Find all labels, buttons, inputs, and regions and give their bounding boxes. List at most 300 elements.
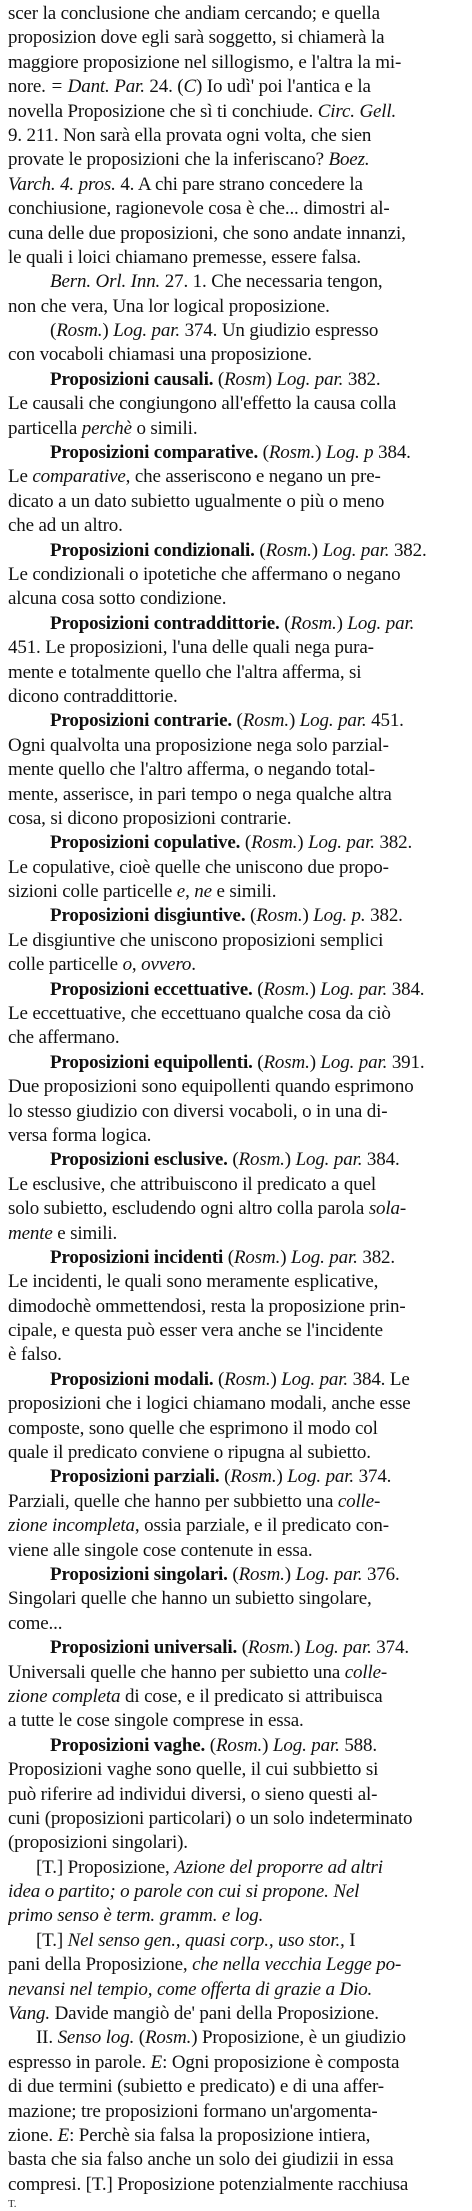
text-line	[8, 783, 462, 807]
text-line	[8, 490, 462, 514]
page-footer-mark: T.	[8, 2198, 17, 2211]
italic-text: mente	[8, 1222, 53, 1244]
text-segment: cuna delle due proposizioni, che sono andate innanzi,	[8, 222, 406, 244]
text-line	[8, 124, 462, 148]
text-segment: espresso in parole.	[8, 2051, 151, 2073]
text-segment: (	[213, 1368, 225, 1390]
text-line	[8, 1343, 462, 1367]
text-line	[8, 2100, 462, 2124]
text-segment: che affermano.	[8, 1027, 120, 1049]
text-segment: )	[270, 1368, 282, 1390]
text-segment: (	[205, 1734, 216, 1756]
text-line	[8, 1490, 462, 1514]
italic-text: Rosm.	[290, 612, 337, 634]
text-segment: : Perchè sia falsa la proposizione intiera,	[69, 2124, 371, 2146]
text-segment: cosa, si dicono proposizioni contrarie.	[8, 807, 292, 829]
text-line	[8, 295, 462, 319]
text-segment: )	[288, 710, 300, 732]
text-segment: 382.	[357, 1246, 396, 1268]
text-line	[8, 978, 462, 1002]
text-segment: (	[50, 320, 57, 342]
text-segment: )	[284, 1564, 296, 1585]
italic-text: Azione del proporre ad altri	[174, 1856, 383, 1878]
text-line	[8, 1880, 462, 1904]
text-segment: (	[231, 710, 243, 732]
text-line	[8, 856, 462, 880]
text-segment: nore.	[8, 76, 51, 98]
italic-text: Rosm.	[215, 1734, 263, 1756]
italic-text: Rosm	[224, 368, 266, 390]
entry-headword: Proposizioni parziali.	[50, 1466, 220, 1488]
text-segment: 382.	[374, 832, 413, 854]
text-segment: proposizion dove egli sarà soggetto, si chiamerà la	[8, 27, 385, 49]
italic-text: e	[176, 881, 186, 903]
entry-headword: Proposizioni contraddittorie.	[50, 612, 280, 634]
text-segment: a tutte le cose singole comprese in essa.	[8, 1710, 304, 1732]
italic-text: C	[183, 76, 197, 98]
text-line	[8, 173, 462, 197]
italic-text: nevansi nel tempio, come offerta di grazie a Dio.	[8, 1978, 373, 2000]
text-line	[8, 319, 462, 343]
text-segment: : Ogni proposizione è composta	[162, 2051, 400, 2073]
entry-headword: Proposizioni equipollenti.	[50, 1051, 253, 1073]
text-segment: II.	[36, 2027, 58, 2049]
text-segment: 382.	[365, 905, 403, 927]
text-line	[8, 1148, 462, 1172]
text-line	[8, 685, 462, 709]
text-segment: 374.	[354, 1466, 392, 1488]
text-line	[8, 709, 462, 733]
text-segment: basta che sia falso anche un solo dei giudizii in essa	[8, 2149, 394, 2171]
text-segment: )	[309, 1051, 321, 1073]
italic-text: Rosm.	[263, 978, 310, 1000]
text-segment: composte, sono quelle che esprimono il modo col	[8, 1417, 378, 1439]
italic-text: Log. par.	[304, 1637, 372, 1659]
text-segment: )	[265, 368, 277, 390]
text-line	[8, 75, 462, 99]
text-segment: viene alle singole cose contenute in essa.	[8, 1539, 313, 1561]
text-segment: Le	[8, 466, 33, 488]
entry-headword: Proposizioni causali.	[50, 368, 214, 390]
italic-text: sola-	[368, 1198, 407, 1220]
entry-headword: Proposizioni contrarie.	[50, 710, 232, 732]
text-segment: mente, asserisce, in pari tempo o nega qualche altra	[8, 783, 392, 805]
italic-text: Rosm.	[144, 2027, 192, 2049]
text-line	[8, 1709, 462, 1733]
text-line	[8, 441, 462, 465]
text-segment: 451. Le proposizioni, l'una delle quali nega pura-	[8, 637, 374, 659]
italic-text: che nella vecchia Legge po-	[192, 1954, 402, 1976]
text-segment: di cose, e il predicato si attribuisca	[120, 1685, 383, 1707]
italic-text: colle-	[344, 1661, 388, 1683]
text-segment: 451.	[366, 710, 404, 732]
text-segment: mente e totalmente quello che l'altra afferma, si	[8, 661, 362, 683]
text-line	[8, 1661, 462, 1685]
text-line	[8, 1295, 462, 1319]
text-segment: (	[279, 612, 291, 634]
text-segment: ,	[131, 954, 142, 976]
text-line	[8, 514, 462, 538]
text-segment: non che vera, Una lor logical proposizione.	[8, 295, 330, 317]
text-segment: [T.] Proposizione,	[36, 1856, 175, 1878]
text-segment: (	[254, 539, 266, 561]
entry-headword: Proposizioni disgiuntive.	[50, 905, 246, 927]
text-line	[8, 1514, 462, 1538]
italic-text: Bern. Orl. Inn.	[50, 271, 161, 293]
italic-text: Log. par.	[299, 710, 367, 732]
text-segment: conchiusione, ragionevole cosa è che... dimostri al-	[8, 198, 390, 220]
italic-text: zione incompleta	[8, 1515, 135, 1537]
italic-text: ne	[194, 881, 212, 903]
text-segment: solo subietto, escludendo ogni altro colla parola	[8, 1198, 369, 1220]
entry-headword: Proposizioni singolari.	[50, 1564, 228, 1585]
text-segment: le quali i loici chiamano premesse, essere falsa.	[8, 246, 361, 268]
text-segment: (	[227, 1564, 239, 1585]
text-segment: ) Proposizione, è un giudizio	[191, 2027, 406, 2049]
italic-text: Rosm.	[251, 832, 298, 854]
text-segment: proposizioni che i logici chiamano modali, anche esse	[8, 1393, 411, 1415]
text-line	[8, 880, 462, 904]
text-line	[8, 587, 462, 611]
italic-text: Log. p.	[313, 905, 366, 927]
italic-text: colle-	[337, 1490, 381, 1512]
text-segment: 384.	[387, 978, 425, 1000]
text-line	[8, 1758, 462, 1782]
text-line	[8, 1197, 462, 1221]
text-line	[8, 2173, 462, 2197]
italic-text: Rosm.	[56, 320, 103, 342]
italic-text: Log. par.	[272, 1734, 340, 1756]
italic-text: primo senso è term. gramm. e log.	[8, 1905, 264, 1927]
text-segment: provate le proposizioni che la inferiscano?	[8, 149, 329, 171]
text-segment: )	[284, 1149, 296, 1171]
italic-text: Log. par.	[295, 1149, 363, 1171]
entry-headword: Proposizioni modali.	[50, 1368, 214, 1390]
text-line	[8, 1270, 462, 1294]
text-line	[8, 953, 462, 977]
text-line	[8, 368, 462, 392]
text-segment: cuni (proposizioni particolari) o un solo indeterminato	[8, 1807, 413, 1829]
text-line	[8, 1734, 462, 1758]
italic-text: Log. par.	[322, 539, 390, 561]
text-line	[8, 1465, 462, 1489]
text-line	[8, 1246, 462, 1270]
text-line	[8, 1831, 462, 1855]
italic-text: Nel senso gen., quasi corp., uso stor.,	[67, 1929, 345, 1951]
italic-text: Rosm.	[268, 442, 316, 464]
text-segment: (proposizioni singolari).	[8, 1832, 188, 1854]
text-segment: maggiore proposizione nel sillogismo, e l'altra la mi-	[8, 51, 402, 73]
text-line	[8, 1319, 462, 1343]
text-line	[8, 1026, 462, 1050]
text-line	[8, 100, 462, 124]
text-segment: (	[240, 832, 252, 854]
text-segment: particella	[8, 417, 82, 439]
text-segment: 9. 211. Non sarà ella provata ogni volta, che sien	[8, 124, 372, 146]
italic-text: Rosm.	[263, 1051, 310, 1073]
text-segment: (	[252, 1051, 264, 1073]
italic-text: Log. par.	[320, 1051, 388, 1073]
text-line	[8, 612, 462, 636]
text-line	[8, 1222, 462, 1246]
text-segment: dicono contraddittorie.	[8, 685, 178, 707]
text-segment: e simili.	[52, 1222, 118, 1244]
italic-text: Rosm.	[224, 1368, 271, 1390]
text-segment: che ad un altro.	[8, 515, 123, 537]
text-segment: pani della Proposizione,	[8, 1954, 193, 1976]
text-line	[8, 465, 462, 489]
text-segment: Le copulative, cioè quelle che uniscono due propo-	[8, 856, 389, 878]
text-line	[8, 270, 462, 294]
entry-headword: Proposizioni comparative.	[50, 442, 259, 464]
text-segment: Le disgiuntive che uniscono proposizioni semplici	[8, 929, 384, 951]
text-segment: e simili.	[211, 881, 277, 903]
italic-text: comparative	[32, 466, 126, 488]
italic-text: Circ. Gell.	[317, 100, 397, 122]
text-line	[8, 197, 462, 221]
text-segment: 588.	[339, 1734, 377, 1756]
text-segment: o simili.	[131, 417, 198, 439]
italic-text: Log. par.	[308, 832, 375, 854]
text-segment: Davide mangiò de' pani della Proposizione.	[50, 2003, 379, 2025]
italic-text: Log. par.	[290, 1246, 358, 1268]
text-segment: 374.	[371, 1637, 409, 1659]
text-segment: )	[336, 612, 348, 634]
text-segment: 384. Le	[348, 1368, 410, 1390]
italic-text: ovvero	[141, 954, 192, 976]
text-segment: con vocaboli chiamasi una proposizione.	[8, 344, 312, 366]
text-segment: 382.	[389, 539, 427, 561]
text-segment: Le causali che congiungono all'effetto la causa colla	[8, 393, 397, 415]
italic-text: Varch. 4. pros.	[8, 173, 116, 195]
text-line	[8, 1612, 462, 1636]
text-segment: )	[297, 832, 309, 854]
text-segment: 4. A chi pare strano concedere la	[115, 173, 363, 195]
entry-headword: Proposizioni copulative.	[50, 832, 241, 854]
text-segment: (	[134, 2027, 145, 2049]
text-segment: Parziali, quelle che hanno per subbietto una	[8, 1490, 338, 1512]
text-segment: )	[311, 539, 323, 561]
italic-text: perchè	[81, 417, 132, 439]
text-line	[8, 1636, 462, 1660]
italic-text: o	[122, 954, 132, 976]
text-segment: (	[237, 1637, 248, 1659]
text-segment: 384.	[373, 442, 411, 464]
text-segment: , che asseriscono e negano un pre-	[125, 466, 381, 488]
text-segment: versa forma logica.	[8, 1124, 152, 1146]
text-line	[8, 2, 462, 26]
entry-headword: Proposizioni universali.	[50, 1637, 238, 1659]
text-segment: 24. (	[144, 76, 184, 98]
text-line	[8, 343, 462, 367]
text-segment: (	[258, 442, 269, 464]
text-segment: 391.	[387, 1051, 425, 1073]
text-line	[8, 222, 462, 246]
italic-text: Senso log.	[57, 2027, 135, 2049]
text-line	[8, 1587, 462, 1611]
text-segment: può riferire ad individui diversi, o sieno questi al-	[8, 1783, 378, 1805]
italic-text: idea o partito; o parole con cui si propone. Nel	[8, 1881, 360, 1903]
text-line	[8, 539, 462, 563]
text-segment: come...	[8, 1612, 63, 1634]
italic-text: Log. par.	[287, 1466, 355, 1488]
text-line	[8, 2148, 462, 2172]
italic-text: = Dant. Par.	[50, 76, 145, 98]
entry-headword: Proposizioni incidenti	[50, 1246, 224, 1268]
text-segment: 376.	[362, 1564, 400, 1585]
text-segment: cipale, e questa può esser vera anche se l'incidente	[8, 1320, 383, 1342]
text-segment: )	[294, 1637, 305, 1659]
text-segment: Due proposizioni sono equipollenti quando esprimono	[8, 1076, 414, 1098]
text-line	[8, 1929, 462, 1953]
text-line	[8, 563, 462, 587]
text-segment: Ogni qualvolta una proposizione nega solo parzial-	[8, 734, 389, 756]
text-segment: lo stesso giudizio con diversi vocaboli, o in una di-	[8, 1100, 388, 1122]
italic-text: Vang.	[8, 2003, 51, 2025]
italic-text: Rosm.	[242, 710, 289, 732]
text-line	[8, 1953, 462, 1977]
text-line	[8, 2002, 462, 2026]
text-segment: alcuna cosa sotto condizione.	[8, 588, 227, 610]
text-line	[8, 1563, 462, 1587]
text-line	[8, 246, 462, 270]
italic-text: E	[57, 2124, 70, 2146]
text-segment: )	[102, 320, 114, 342]
text-segment: (	[252, 978, 264, 1000]
entry-headword: Proposizioni eccettuative.	[50, 978, 253, 1000]
text-line	[8, 2051, 462, 2075]
text-segment: Le incidenti, le quali sono meramente esplicative,	[8, 1271, 379, 1293]
text-segment: Le esclusive, che attribuiscono il predicato a quel	[8, 1173, 376, 1195]
text-segment: compresi. [T.] Proposizione potenzialmente racchiusa	[8, 2173, 409, 2195]
italic-text: Log. p	[325, 442, 374, 464]
text-segment: )	[262, 1734, 273, 1756]
text-line	[8, 661, 462, 685]
italic-text: Rosm.	[233, 1246, 281, 1268]
text-line	[8, 1002, 462, 1026]
text-line	[8, 392, 462, 416]
text-line	[8, 1783, 462, 1807]
text-segment: .	[191, 954, 196, 976]
text-segment: )	[280, 1246, 291, 1268]
text-line	[8, 1100, 462, 1124]
entry-headword: Proposizioni vaghe.	[50, 1734, 206, 1756]
text-segment: )	[309, 978, 321, 1000]
text-line	[8, 1904, 462, 1928]
text-segment: (	[227, 1149, 239, 1171]
text-segment: (	[223, 1246, 234, 1268]
text-line	[8, 417, 462, 441]
text-line	[8, 734, 462, 758]
text-line	[8, 1807, 462, 1831]
text-segment: 384.	[362, 1149, 400, 1171]
italic-text: Log. par.	[276, 368, 344, 390]
text-segment: Le eccettuative, che eccettuano qualche cosa da ciò	[8, 1003, 391, 1025]
italic-text: zione completa	[8, 1685, 121, 1707]
italic-text: Rosm.	[238, 1564, 285, 1585]
text-segment: (	[219, 1466, 231, 1488]
text-line	[8, 2026, 462, 2050]
text-line	[8, 1441, 462, 1465]
text-segment: Singolari quelle che hanno un subietto singolare,	[8, 1588, 372, 1610]
text-segment: I	[344, 1929, 356, 1951]
text-segment: mazione; tre proposizioni formano un'argomenta-	[8, 2100, 378, 2122]
text-segment: )	[302, 905, 314, 927]
text-line	[8, 1124, 462, 1148]
italic-text: Log. par.	[295, 1564, 363, 1585]
text-line	[8, 1051, 462, 1075]
text-line	[8, 807, 462, 831]
text-segment: scer la conclusione che andiam cercando; e quella	[8, 3, 380, 24]
text-segment: è falso.	[8, 1344, 62, 1366]
text-segment: 374. Un giudizio espresso	[179, 320, 379, 342]
italic-text: Log. par.	[281, 1368, 349, 1390]
text-line	[8, 1978, 462, 2002]
text-segment: novella Proposizione che sì ti conchiude.	[8, 100, 318, 122]
text-line	[8, 2124, 462, 2148]
text-segment: Le condizionali o ipotetiche che affermano o negano	[8, 563, 401, 585]
text-line	[8, 831, 462, 855]
text-line	[8, 26, 462, 50]
text-segment: dimodochè ommettendosi, resta la proposizione prin-	[8, 1295, 406, 1317]
italic-text: Rosm.	[256, 905, 303, 927]
text-line	[8, 1685, 462, 1709]
text-segment: 382.	[343, 368, 381, 390]
text-segment: sizioni colle particelle	[8, 881, 177, 903]
text-line	[8, 2075, 462, 2099]
text-line	[8, 51, 462, 75]
text-segment: (	[245, 905, 257, 927]
entry-headword: Proposizioni condizionali.	[50, 539, 255, 561]
text-line	[8, 1417, 462, 1441]
italic-text: Rosm.	[238, 1149, 285, 1171]
text-segment: Universali quelle che hanno per subietto una	[8, 1661, 345, 1683]
italic-text: Rosm.	[230, 1466, 277, 1488]
text-segment: (	[213, 368, 225, 390]
text-segment: quale il predicato conviene o ripugna al subietto.	[8, 1442, 371, 1464]
italic-text: Rosm.	[265, 539, 312, 561]
italic-text: E	[150, 2051, 163, 2073]
text-line	[8, 1173, 462, 1197]
text-line	[8, 758, 462, 782]
text-segment: mente quello che l'altro afferma, o negando total-	[8, 759, 375, 781]
text-segment: , ossia parziale, e il predicato con-	[134, 1515, 389, 1537]
text-segment: )	[276, 1466, 288, 1488]
text-segment: ) Io udì' poi l'antica e la	[196, 76, 371, 98]
text-line	[8, 1856, 462, 1880]
text-segment: Proposizioni vaghe sono quelle, il cui subbietto si	[8, 1759, 379, 1781]
text-line	[8, 148, 462, 172]
text-line	[8, 904, 462, 928]
text-segment: dicato a un dato subietto ugualmente o più o meno	[8, 490, 385, 512]
text-segment: [T.]	[36, 1929, 68, 1951]
italic-text: Log. par.	[320, 978, 388, 1000]
text-line	[8, 1392, 462, 1416]
text-segment: zione.	[8, 2124, 58, 2146]
italic-text: Log. par.	[347, 612, 415, 634]
text-line	[8, 1075, 462, 1099]
italic-text: Log. par.	[113, 320, 180, 342]
text-line	[8, 1368, 462, 1392]
text-segment: )	[315, 442, 326, 464]
italic-text: Boez.	[328, 149, 370, 171]
text-segment: 27. 1. Che necessaria tengon,	[160, 271, 383, 293]
entry-headword: Proposizioni esclusive.	[50, 1149, 228, 1171]
text-segment: ,	[185, 881, 195, 903]
text-line	[8, 929, 462, 953]
text-segment: colle particelle	[8, 954, 123, 976]
text-line	[8, 1539, 462, 1563]
